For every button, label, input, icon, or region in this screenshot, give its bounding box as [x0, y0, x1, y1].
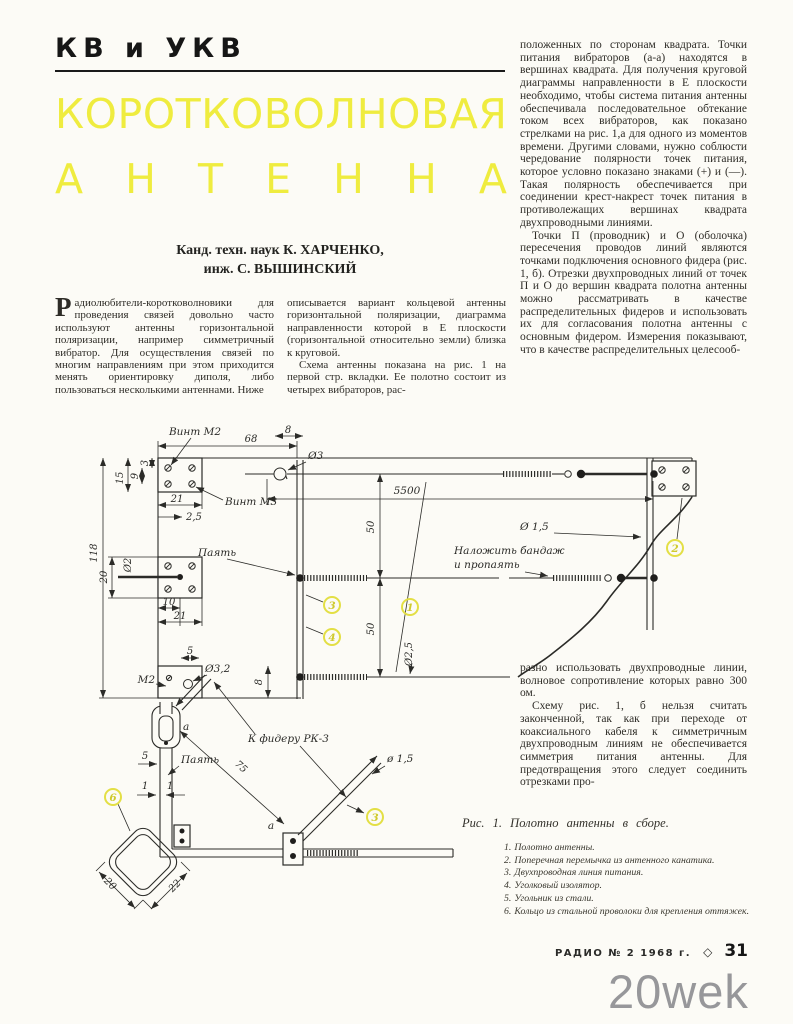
callout-3: 3: [328, 600, 336, 612]
right-column-bottom-item: разно использовать двухпроводные линии, волновое сопротивление которых равно 300 ом.: [520, 662, 747, 700]
hole-3-2: [184, 680, 193, 689]
title-letter: Н: [333, 155, 364, 203]
dim-dia32: Ø3,2: [205, 663, 231, 675]
dim-5b: 5: [141, 751, 149, 762]
dim-15: 15: [115, 471, 126, 485]
dim-20r: 20: [101, 875, 119, 893]
title-letter: Т: [198, 155, 224, 203]
label-feeder: К фидеру РК-3: [248, 733, 329, 745]
title-letter: В: [420, 90, 450, 138]
corner-insulator-bracket: [118, 458, 202, 698]
intro-column-1: [55, 292, 274, 396]
vibrator-wire-middle: [296, 574, 658, 582]
dim-dia15b: ø 1,5: [387, 753, 414, 765]
label-payat-bottom: Паять: [181, 754, 220, 766]
jumper-plate: [652, 461, 696, 496]
intro-column-2-item: Схема антенны показана на рис. 1 на первой стр. вкладки. Ее полотно состоит из четырех вибраторов, рас-: [287, 359, 506, 396]
vibrator-wire-top: [245, 469, 658, 479]
title-letter: К: [201, 90, 231, 138]
dim-5500: 5500: [393, 485, 421, 497]
label-vint-m2: Винт М2: [168, 426, 222, 438]
article-title-line-2: [55, 155, 507, 203]
dim-9: 9: [130, 472, 141, 480]
dim-dia25: Ø2,5: [404, 641, 415, 667]
hole-3: [274, 468, 286, 480]
callout-3b: 3: [371, 812, 379, 824]
feed-clamp: [283, 833, 303, 865]
title-letter: Т: [175, 90, 201, 138]
dim-50b: 50: [366, 622, 377, 636]
title-letter: К: [55, 90, 85, 138]
corner-gusset: [174, 825, 190, 847]
dim-10: 10: [162, 597, 176, 608]
dim-dia2: Ø2: [123, 557, 134, 573]
title-letter: О: [142, 90, 176, 138]
label-bandage-1: Наложить бандаж: [454, 545, 565, 557]
title-letter: О: [230, 90, 264, 138]
title-letter: Л: [325, 90, 357, 138]
solder-joint: [296, 574, 304, 582]
diamond-icon: ◇: [703, 945, 713, 959]
label-payat-top: Паять: [198, 547, 237, 559]
figure-legend-item: 2. Поперечная перемычка из антенного канатика.: [504, 854, 715, 866]
right-column-bottom-item: Схему рис. 1, б нельзя считать законченной, так как при переходе от коаксиального кабеля к симметричным двухпроводным линиям не обеспечивается симметрия питания антенны. Для предотвращения этого следует соединить отрезками про-: [520, 700, 747, 789]
callout-6: 6: [109, 792, 117, 804]
dim-5: 5: [186, 646, 194, 657]
torn-edge-region: [518, 458, 696, 677]
figure-legend-item: 4. Уголковый изолятор.: [504, 880, 602, 892]
article-title-line-1: [55, 90, 507, 138]
byline: [55, 241, 505, 279]
dim-50a: 50: [366, 520, 377, 534]
callout-4: 4: [328, 632, 336, 644]
title-letter: Я: [478, 90, 507, 138]
solder-joint: [296, 673, 304, 681]
title-letter: Н: [406, 155, 437, 203]
dim-3: 3: [140, 459, 151, 467]
watermark: 20wek: [608, 965, 749, 1018]
intro-column-2-item: описывается вариант кольцевой антенны горизонтальной поляризации, диаграмма направленности которой в Е плоскости (горизонтальной относительно земли) близка к круговой.: [287, 297, 506, 359]
byline-line-2: инж. С. ВЫШИНСКИЙ: [203, 262, 357, 277]
dim-8: 8: [284, 425, 292, 436]
label-a-bottom: а: [267, 820, 275, 832]
intro-column-2: [287, 297, 506, 396]
dim-2-5: 2,5: [186, 512, 202, 523]
dim-75: 75: [232, 758, 250, 776]
dim-8b: 8: [254, 678, 265, 686]
journal-issue: РАДИО № 2 1968 г.: [554, 948, 692, 959]
title-letter: А: [55, 155, 84, 203]
dim-1a: 1: [141, 781, 149, 792]
rubric-heading: КВ и УКВ: [55, 33, 247, 64]
title-letter: О: [292, 90, 325, 138]
title-letter: О: [84, 90, 117, 138]
title-letter: О: [388, 90, 421, 138]
byline-line-1: Канд. техн. наук К. ХАРЧЕНКО,: [176, 243, 384, 258]
feeder-wire: [298, 756, 377, 835]
figure-legend-item: 1. Полотно антенны.: [504, 842, 595, 853]
dim-22r: 22: [166, 877, 184, 895]
right-column-top-item: положенных по сторонам квадрата. Точки питания вибраторов (а-а) находятся в вершинах квадрата. Для получения круговой диаграммы направленности в Е плоскости необходимо, чтобы система питания антенны обеспечивала последовательное обтекание током всех вибраторов, как показано стрелками на рис. 1,а для одного из моментов времени. Другими словами, нужно соблюсти чередование полярности точек питания, которое условно показано знаками (+) и (—). Такая полярность обеспечивается при соединении крест-накрест точек питания в противолежащих вершинах квадрата двухпроводными линиями.: [520, 39, 747, 229]
figure-legend: [504, 842, 756, 918]
dim-1b: 1: [166, 781, 174, 792]
title-letter: В: [263, 90, 292, 138]
dropcap: Р: [55, 292, 72, 322]
dim-68: 68: [244, 434, 258, 445]
right-column-top-item: Точки П (проводник) и О (оболочка) пересечения проводов линий являются точками подключения основного фидера (рис. 1, б). Отрезки двухпроводных линий от точек П и О до вершин квадрата полотна антенны можно рассматривать в качестве распределительных фидеров и использовать их для согласования полотна антенны с основным фидером. Измерения показывают, что в качестве распределительных целесооб-: [520, 229, 747, 356]
right-column-top: [520, 39, 747, 357]
vibrator-wire-bottom: [296, 673, 510, 681]
intro-paragraph: [55, 292, 274, 396]
label-a-top: а: [183, 721, 190, 733]
title-letter: А: [449, 90, 478, 138]
figure-caption: Рис. 1. Полотно антенны в сборе.: [462, 816, 669, 830]
label-bandage-2: и пропаять: [454, 559, 520, 571]
rubric-rule: [55, 70, 505, 72]
callout-1: 1: [406, 602, 414, 614]
title-letter: Е: [265, 155, 292, 203]
dim-21: 21: [170, 494, 184, 505]
dim-m2: М2: [137, 674, 155, 686]
callout-2: 2: [671, 543, 679, 555]
figure-legend-item: 5. Угольник из стали.: [504, 892, 594, 904]
dim-dia15: Ø 1,5: [520, 521, 549, 533]
page-number: 31: [724, 941, 748, 961]
intro-text: адиолюбители-коротковолновики для проведения связей довольно часто используют антенны горизонтальной поляризации, например симметричный вибратор. Для осуществления связей по многим направлениям при этом приходится менять ориентировку диполя, либо пользоваться несколькими антеннами. Ниже: [55, 297, 274, 396]
dim-20: 20: [99, 570, 110, 584]
title-letter: А: [478, 155, 507, 203]
title-letter: Н: [356, 90, 388, 138]
figure-legend-item: 6. Кольцо из стальной проволоки для крепления оттяжек.: [504, 905, 750, 917]
dim-118: 118: [89, 543, 100, 563]
figure-legend-item: 3. Двухпроводная линия питания.: [504, 867, 644, 879]
title-letter: Н: [125, 155, 156, 203]
feed-corner-assembly: [96, 675, 453, 909]
title-letter: Р: [117, 90, 143, 138]
page-footer: [500, 941, 748, 961]
label-vint-m3: Винт М3: [225, 496, 278, 508]
dim-21b: 21: [173, 611, 187, 622]
dim-dia3: Ø3: [308, 450, 324, 462]
